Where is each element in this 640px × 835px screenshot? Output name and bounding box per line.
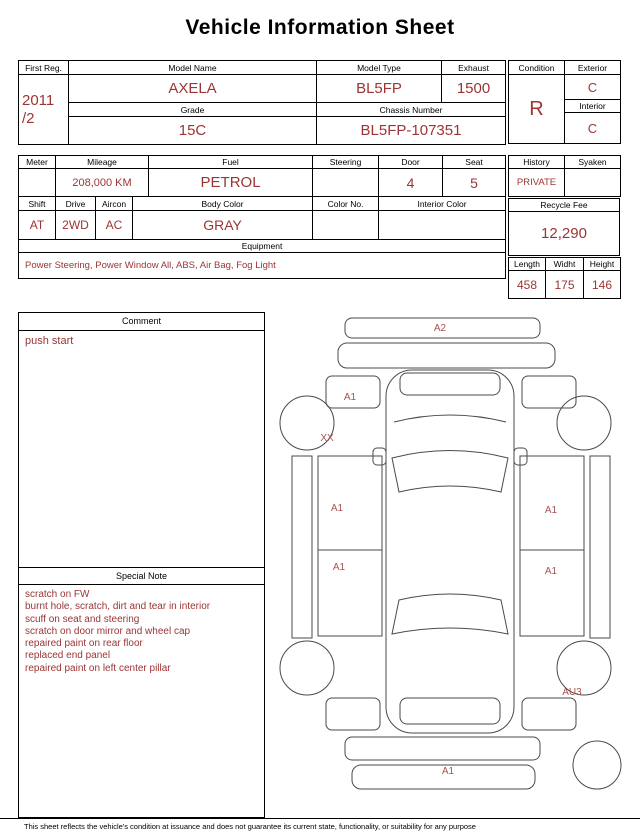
diagram-mark-rear-bumper: A1 xyxy=(441,766,455,777)
rear-window-shape xyxy=(392,594,508,634)
history-table xyxy=(508,155,621,197)
special-note-label: Special Note xyxy=(19,567,264,585)
height-label: Height xyxy=(584,258,621,271)
exterior-value: C xyxy=(565,75,621,100)
diagram-mark-front-right-door: A1 xyxy=(544,505,558,516)
comment-box xyxy=(18,312,265,818)
first-reg-month: /2 xyxy=(22,109,35,127)
meter-label: Meter xyxy=(19,156,56,169)
grade-value: 15C xyxy=(69,117,317,145)
diagram-mark-rear-right-fender: AU3 xyxy=(562,687,582,698)
diagram-mark-front-left-door: A1 xyxy=(330,503,344,514)
special-note-item: scuff on seat and steering xyxy=(25,613,140,625)
length-label: Length xyxy=(509,258,546,271)
drive-value: 2WD xyxy=(56,211,96,240)
special-note-item: burnt hole, scratch, dirt and tear in interior xyxy=(25,601,211,613)
condition-value: R xyxy=(509,75,565,144)
exterior-label: Exterior xyxy=(565,61,621,75)
rear-right-fender xyxy=(522,698,576,730)
model-type-value: BL5FP xyxy=(317,75,442,103)
exhaust-value: 1500 xyxy=(442,75,506,103)
vehicle-id-table xyxy=(18,60,506,145)
shift-label: Shift xyxy=(19,197,56,211)
condition-label: Condition xyxy=(509,61,565,75)
length-value: 458 xyxy=(509,271,546,299)
hood-front-shape xyxy=(400,373,500,395)
comment-text: push start xyxy=(25,335,74,347)
chassis-number-label: Chassis Number xyxy=(317,103,506,117)
car-body-shape xyxy=(386,370,514,733)
windshield-shape xyxy=(392,451,508,493)
syaken-value xyxy=(565,169,621,197)
right-sill-panel xyxy=(590,456,610,638)
recycle-fee-value: 12,290 xyxy=(509,212,620,256)
equipment-value: Power Steering, Power Window All, ABS, Air Bag, Fog Light xyxy=(19,253,506,279)
car-condition-diagram xyxy=(268,310,634,815)
mileage-label: Mileage xyxy=(56,156,149,169)
equipment-label: Equipment xyxy=(19,240,506,253)
model-type-label: Model Type xyxy=(317,61,442,75)
exhaust-label: Exhaust xyxy=(442,61,506,75)
special-note-item: repaired paint on rear floor xyxy=(25,638,143,650)
width-value: 175 xyxy=(546,271,584,299)
door-label: Door xyxy=(379,156,443,169)
left-sill-panel xyxy=(292,456,312,638)
rear-panel-shape xyxy=(345,737,540,760)
mileage-value: 208,000 KM xyxy=(56,169,149,197)
front-grille-shape xyxy=(338,343,555,368)
rear-left-fender xyxy=(326,698,380,730)
rear-left-wheel xyxy=(280,641,334,695)
special-note-item: repaired paint on left center pillar xyxy=(25,662,171,674)
condition-table xyxy=(508,60,621,144)
dimensions-table xyxy=(508,257,621,299)
front-right-door xyxy=(520,456,584,550)
comment-content xyxy=(19,331,264,567)
special-note-content xyxy=(19,585,264,679)
disclaimer-text: This sheet reflects the vehicle's condition at issuance and does not guarantee its current state, functionality, or suitability for any purpose xyxy=(0,818,640,835)
interior-color-value xyxy=(379,211,506,240)
first-reg-year: 2011 xyxy=(22,92,55,110)
interior-value: C xyxy=(565,113,621,144)
diagram-mark-front-bumper: A2 xyxy=(433,323,447,334)
height-value: 146 xyxy=(584,271,621,299)
grade-label: Grade xyxy=(69,103,317,117)
color-no-label: Color No. xyxy=(313,197,379,211)
shift-value: AT xyxy=(19,211,56,240)
fuel-value: PETROL xyxy=(149,169,313,197)
special-note-item: replaced end panel xyxy=(25,650,111,662)
recycle-fee-table xyxy=(508,198,620,256)
seat-label: Seat xyxy=(443,156,506,169)
front-right-wheel xyxy=(557,396,611,450)
meter-value xyxy=(19,169,56,197)
steering-value xyxy=(313,169,379,197)
diagram-mark-left-upper: XX xyxy=(320,433,334,444)
front-right-fender xyxy=(522,376,576,408)
model-name-label: Model Name xyxy=(69,61,317,75)
drive-label: Drive xyxy=(56,197,96,211)
front-left-door xyxy=(318,456,382,550)
chassis-number-value: BL5FP-107351 xyxy=(317,117,506,145)
width-label: Widht xyxy=(546,258,584,271)
aircon-value: AC xyxy=(96,211,133,240)
fuel-label: Fuel xyxy=(149,156,313,169)
first-reg-label: First Reg. xyxy=(19,61,69,75)
diagram-mark-front-left-fender: A1 xyxy=(343,392,357,403)
trunk-shape xyxy=(400,698,500,724)
special-note-item: scratch on FW xyxy=(25,589,90,600)
spare-wheel-shape xyxy=(573,741,621,789)
steering-label: Steering xyxy=(313,156,379,169)
hood-line xyxy=(394,415,506,422)
rear-right-door xyxy=(520,550,584,636)
interior-color-label: Interior Color xyxy=(379,197,506,211)
color-no-value xyxy=(313,211,379,240)
interior-label: Interior xyxy=(565,100,621,113)
special-note-item: scratch on door mirror and wheel cap xyxy=(25,625,191,637)
diagram-mark-rear-right-door: A1 xyxy=(544,566,558,577)
seat-value: 5 xyxy=(443,169,506,197)
diagram-mark-rear-left-door: A1 xyxy=(332,562,346,573)
body-color-label: Body Color xyxy=(133,197,313,211)
history-value: PRIVATE xyxy=(509,169,565,197)
model-name-value: AXELA xyxy=(69,75,317,103)
comment-label: Comment xyxy=(19,313,264,331)
first-reg-value xyxy=(19,75,69,145)
rear-left-door xyxy=(318,550,382,636)
aircon-label: Aircon xyxy=(96,197,133,211)
recycle-fee-label: Recycle Fee xyxy=(509,199,620,212)
door-value: 4 xyxy=(379,169,443,197)
body-color-value: GRAY xyxy=(133,211,313,240)
page-title: Vehicle Information Sheet xyxy=(185,16,455,39)
history-label: History xyxy=(509,156,565,169)
specs-table xyxy=(18,155,506,279)
syaken-label: Syaken xyxy=(565,156,621,169)
